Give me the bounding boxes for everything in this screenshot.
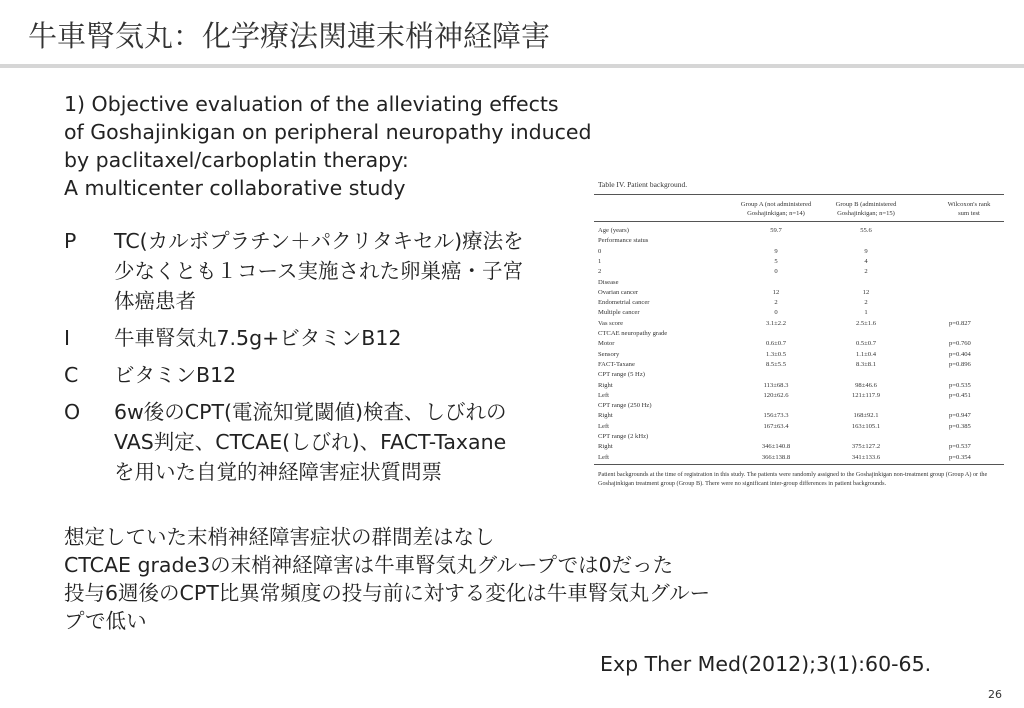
table-cell: p=0.537 — [949, 443, 971, 451]
table-cell: 120±62.6 — [763, 391, 789, 399]
results-line: プで低い — [64, 609, 147, 633]
table-cell: Right — [598, 381, 613, 389]
pico-item-o — [64, 397, 524, 487]
table-cell: p=0.404 — [949, 350, 971, 358]
pico-key: P — [64, 229, 77, 253]
table-cell: Performance status — [598, 237, 649, 245]
table-cell: 366±138.8 — [761, 453, 791, 461]
table-cell: 2 — [774, 299, 778, 307]
table-row — [594, 453, 1004, 462]
table-cell: Sensory — [598, 350, 620, 358]
table-row — [594, 381, 1004, 390]
table-cell: Motor — [598, 340, 615, 348]
table-cell: p=0.385 — [949, 422, 971, 430]
table-header-group-b — [816, 200, 916, 218]
pico-text-line: 少なくとも１コース実施された卵巣癌・子宮 — [114, 259, 523, 283]
study-title-line: of Goshajinkigan on peripheral neuropathy induced — [64, 120, 592, 144]
table-row — [594, 319, 1004, 328]
pico-item-p — [64, 226, 524, 316]
table-cell: Endometrial cancer — [598, 299, 650, 307]
header-line: Wilcoxon's rank — [947, 201, 991, 208]
table-cell: Multiple cancer — [598, 309, 640, 317]
citation: Exp Ther Med(2012);3(1):60-65. — [600, 652, 932, 676]
table-cell: CTCAE neuropathy grade — [598, 330, 668, 337]
table-row — [594, 401, 1004, 410]
table-cell: 12 — [772, 288, 780, 296]
table-row — [594, 288, 1004, 297]
table-cell: 1 — [864, 309, 868, 317]
table-header-group-a — [726, 200, 826, 218]
table-cell: Right — [598, 412, 613, 420]
table-row — [594, 432, 1004, 441]
title-divider — [0, 64, 1024, 68]
table-cell: 163±105.1 — [851, 422, 881, 430]
table-cell: 2 — [598, 268, 602, 276]
table-cell: 8.3±8.1 — [855, 360, 877, 368]
pico-key: O — [64, 400, 81, 424]
table-cell: 9 — [774, 247, 778, 255]
table-cell: 375±127.2 — [851, 443, 881, 451]
pico-text-line: 6w後のCPT(電流知覚閾値)検査、しびれの — [114, 400, 507, 424]
pico-text-line: ビタミンB12 — [114, 363, 237, 387]
table-cell: 3.1±2.2 — [765, 319, 787, 327]
table-row — [594, 339, 1004, 348]
table-cell: 0 — [774, 268, 778, 276]
table-cell: p=0.535 — [949, 381, 971, 389]
table-cell: 0.5±0.7 — [855, 340, 877, 348]
pico-text-line: VAS判定、CTCAE(しびれ)、FACT-Taxane — [114, 430, 507, 454]
table-cell: Disease — [598, 278, 619, 286]
table-row — [594, 308, 1004, 317]
table-cell: CPT range (250 Hz) — [598, 402, 652, 410]
table-cell: Age (years) — [598, 227, 629, 234]
table-cell: p=0.760 — [949, 340, 971, 348]
header-line: sum test — [958, 210, 980, 217]
table-row — [594, 257, 1004, 266]
table-cell: 113±68.3 — [763, 381, 789, 389]
table-cell: p=0.947 — [949, 412, 971, 420]
table-cell: 0 — [598, 247, 602, 255]
header-line: Group A (not administered — [740, 201, 812, 208]
pico-key: C — [64, 363, 79, 387]
table-cell: 1.1±0.4 — [855, 350, 877, 358]
results-line: 投与6週後のCPT比異常頻度の投与前に対する変化は牛車腎気丸グルー — [64, 581, 711, 605]
page-number: 26 — [988, 688, 1002, 701]
pico-item-c — [64, 360, 524, 390]
table-cell: Left — [598, 391, 609, 399]
table-cell: 12 — [862, 288, 870, 296]
table-footnote: Patient backgrounds at the time of registration in this study. The patients were randomly assigned to the Goshajinkigan non-treatment group (Group A) or the Goshajinkigan treatment group (Group B). There were no significant inter-group differences in patient backgrounds. — [598, 471, 988, 487]
table-cell: 2 — [864, 299, 868, 307]
table-cell: 9 — [864, 247, 868, 255]
table-cell: Vas score — [598, 319, 624, 327]
table-cell: 98±46.6 — [855, 381, 877, 389]
table-row — [594, 267, 1004, 276]
table-cell: 0 — [774, 309, 778, 317]
table-caption: Table IV. Patient background. — [598, 180, 688, 189]
table-row — [594, 329, 1004, 338]
table-rule-bottom — [594, 464, 1004, 465]
table-cell: p=0.451 — [949, 391, 971, 399]
table-cell: 1.3±0.5 — [765, 350, 787, 358]
pico-text-line: 体癌患者 — [114, 289, 196, 313]
table-rule-header — [594, 221, 1004, 222]
table-cell: Left — [598, 422, 609, 430]
study-title-line: 1) Objective evaluation of the alleviating effects — [64, 92, 559, 116]
table-cell: 168±92.1 — [853, 412, 879, 420]
results-line: 想定していた末梢神経障害症状の群間差はなし — [64, 525, 495, 549]
table-cell: p=0.827 — [949, 319, 971, 327]
table-row — [594, 360, 1004, 369]
pico-text-line: 牛車腎気丸7.5g+ビタミンB12 — [114, 326, 402, 350]
table-row — [594, 236, 1004, 245]
table-row — [594, 422, 1004, 431]
table-row — [594, 411, 1004, 420]
study-title-line: A multicenter collaborative study — [64, 176, 406, 200]
table-cell: Ovarian cancer — [598, 288, 639, 296]
table-row — [594, 391, 1004, 400]
table-cell: 2.5±1.6 — [855, 319, 877, 327]
table-rule-top — [594, 194, 1004, 195]
header-line: Group B (administered — [835, 201, 897, 208]
table-cell: 0.6±0.7 — [765, 340, 787, 348]
table-cell: 4 — [864, 257, 868, 265]
table-row — [594, 278, 1004, 287]
table-cell: CPT range (2 kHz) — [598, 433, 649, 440]
table-row — [594, 350, 1004, 359]
header-line: Goshajinkigan; n=14) — [747, 210, 805, 217]
study-title-line: by paclitaxel/carboplatin therapy: — [64, 148, 409, 172]
table-row — [594, 226, 1004, 235]
table-cell: 167±63.4 — [763, 422, 789, 430]
table-cell: 341±133.6 — [851, 453, 881, 461]
table-row — [594, 298, 1004, 307]
table-cell: 346±140.8 — [761, 443, 791, 451]
table-row — [594, 247, 1004, 256]
pico-text-line: TC(カルボプラチン＋パクリタキセル)療法を — [114, 229, 524, 253]
table-row — [594, 370, 1004, 379]
table-cell: 59.7 — [770, 227, 782, 234]
header-line: Goshajinkigan; n=15) — [837, 210, 895, 217]
table-cell: CPT range (5 Hz) — [598, 371, 645, 379]
pico-key: I — [64, 326, 71, 350]
table-cell: 8.5±5.5 — [765, 360, 787, 368]
table-cell: 121±117.9 — [851, 391, 881, 399]
table-cell: Right — [598, 443, 613, 451]
pico-text-line: を用いた自覚的神経障害症状質問票 — [114, 460, 442, 484]
table-cell: p=0.354 — [949, 453, 971, 461]
table-cell: 2 — [864, 268, 868, 276]
table-cell: FACT-Taxane — [598, 360, 635, 368]
table-cell: p=0.896 — [949, 360, 971, 368]
table-cell: 156±73.3 — [763, 412, 789, 420]
table-cell: Left — [598, 453, 609, 461]
table-cell: 5 — [774, 257, 778, 265]
results-line: CTCAE grade3の末梢神経障害は牛車腎気丸グループでは0だった — [64, 553, 674, 577]
slide-title: 牛車腎気丸：化学療法関連末梢神経障害 — [28, 19, 551, 53]
table-cell: 55.6 — [860, 227, 872, 234]
patient-background-table — [594, 180, 1004, 492]
study-title — [64, 90, 592, 202]
pico-item-i — [64, 323, 524, 353]
table-header-wilcoxon — [934, 200, 1004, 218]
results-summary — [64, 523, 710, 635]
table-row — [594, 442, 1004, 451]
table-cell: 1 — [598, 257, 602, 265]
pico-list — [64, 226, 524, 494]
